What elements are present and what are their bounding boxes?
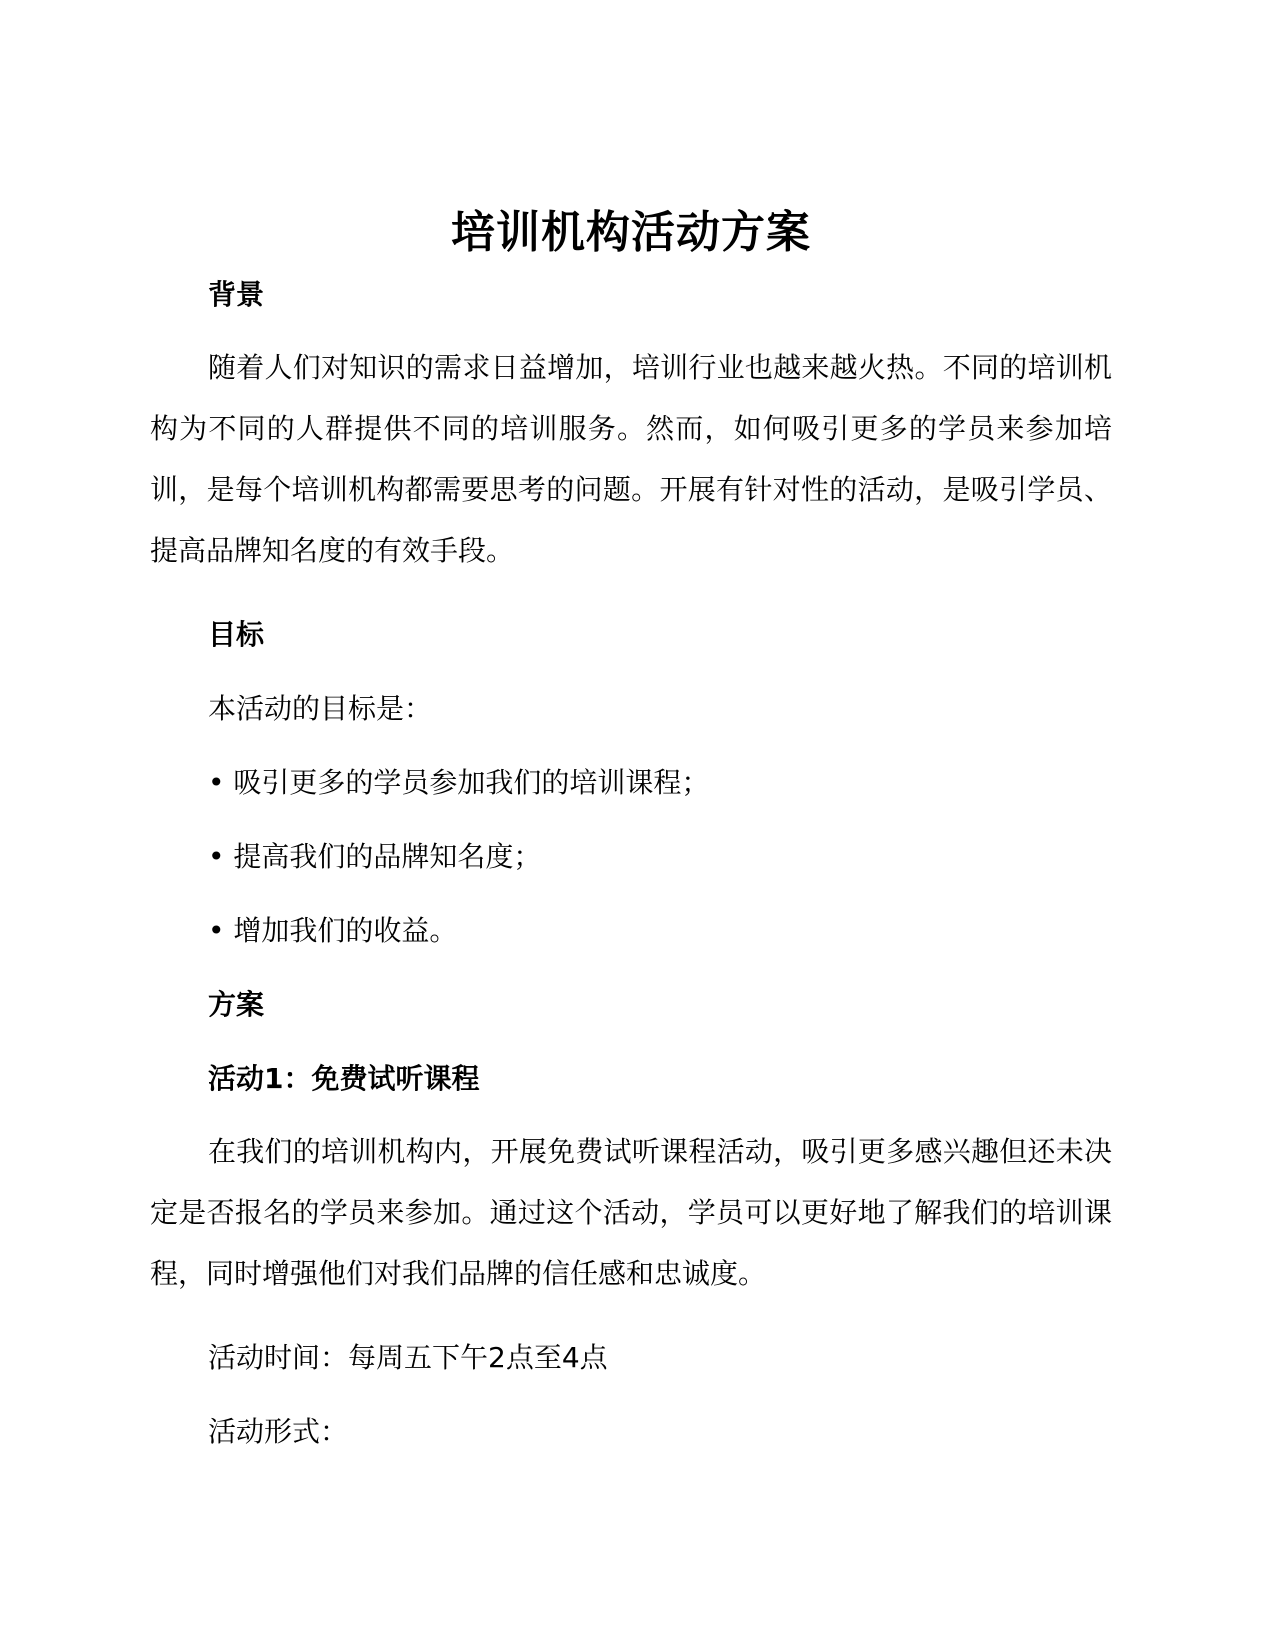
section-heading-background: 背景 (208, 278, 265, 311)
goals-intro: 本活动的目标是： (208, 692, 433, 725)
activity1-heading: 活动1：免费试听课程 (208, 1062, 480, 1095)
goal-item: • 提高我们的品牌知名度； (208, 840, 542, 873)
spacer (150, 655, 1112, 689)
spacer (150, 581, 1112, 615)
document-content (150, 205, 1112, 1452)
spacer (150, 1025, 1112, 1059)
activity1-form: 活动形式： (208, 1415, 349, 1448)
spacer (150, 1378, 1112, 1412)
document-title: 培训机构活动方案 (451, 207, 811, 258)
section-heading-goals: 目标 (208, 618, 265, 651)
spacer (150, 877, 1112, 911)
spacer (150, 803, 1112, 837)
activity1-time: 活动时间：每周五下午2点至4点 (208, 1341, 608, 1374)
activity1-paragraph: 在我们的培训机构内，开展免费试听课程活动，吸引更多感兴趣但还未决定是否报名的学员来参加。通过这个活动，学员可以更好地了解我们的培训课程，同时增强他们对我们品牌的信任感和忠诚度。 (150, 1135, 1112, 1290)
spacer (150, 1304, 1112, 1338)
goal-item: • 吸引更多的学员参加我们的培训课程； (208, 766, 710, 799)
section-heading-plan: 方案 (208, 988, 265, 1021)
spacer (150, 951, 1112, 985)
background-paragraph: 随着人们对知识的需求日益增加，培训行业也越来越火热。不同的培训机构为不同的人群提供不同的培训服务。然而，如何吸引更多的学员来参加培训，是每个培训机构都需要思考的问题。开展有针对性的活动，是吸引学员、提高品牌知名度的有效手段。 (150, 351, 1112, 567)
spacer (150, 729, 1112, 763)
goal-item: • 增加我们的收益。 (208, 914, 458, 947)
